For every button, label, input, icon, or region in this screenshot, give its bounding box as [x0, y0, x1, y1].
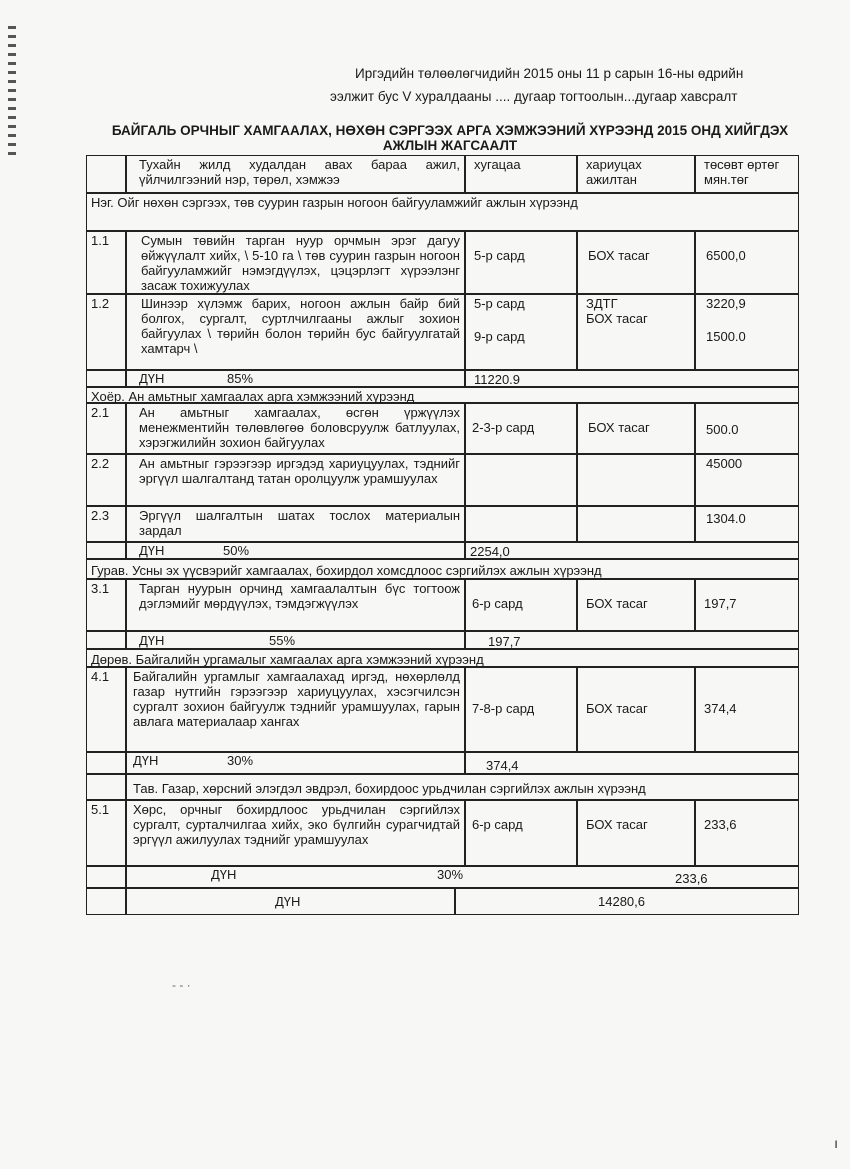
total-2-num-cell: [86, 542, 126, 559]
total-4-label-cell: [126, 752, 465, 774]
header-line-2: ээлжит бус V хуралдааны .... дугаар тогтоолын...дугаар хавсралт: [330, 89, 738, 104]
row-5-1-num: 5.1: [86, 800, 126, 866]
row-1-1-num: 1.1: [86, 231, 126, 294]
grand-total-sum: 14280,6: [455, 888, 799, 915]
row-1-2-num: 1.2: [86, 294, 126, 370]
row-4-1-budget: 374,4: [695, 667, 799, 752]
total-3-percent: 55%: [269, 633, 296, 648]
scan-edge-marks: [8, 20, 22, 210]
grand-total-label: ДҮН: [126, 888, 455, 915]
row-1-2-budget-1: 3220,9: [706, 296, 746, 311]
row-2-1-responsible: БОХ тасаг: [577, 403, 695, 454]
total-1-num-cell: [86, 370, 126, 387]
row-2-1-work: Ан амьтныг хамгаалах, өсгөн үржүүлэх менежментийн төлөвлөгөө боловсруулж батлуулах, хэрэгжилийн зохион байгуулах: [126, 403, 465, 454]
total-1-percent: 85%: [227, 371, 254, 386]
row-1-2-work: Шинээр хүлэмж барих, ногоон ажлын байр бий болгох, сургалт, суртлчилгааны ажлыг зохион байгуулах \ төрийн болон төрийн бус байгуулгатай хамтарч \: [126, 294, 465, 370]
row-1-2-responsible-2: БОХ тасаг: [586, 311, 648, 326]
total-3-label-cell: [126, 631, 465, 649]
row-2-3-term-cell: [465, 506, 577, 542]
total-1-label-cell: [126, 370, 465, 387]
row-5-1-budget: 233,6: [695, 800, 799, 866]
header-work: Тухайн жилд худалдан авах бараа ажил, үйлчилгээний нэр, төрөл, хэмжээ: [126, 155, 465, 193]
row-2-2-work: Ан амьтныг гэрээгээр иргэдэд хариуцуулах, тэднийг эргүүл шалгалтанд татан оролцуулж урамшуулах: [126, 454, 465, 506]
section-1-title: Нэг. Ойг нөхөн сэргээх, төв суурин газрын ногоон байгууламжийг ажлын хүрээнд: [86, 193, 799, 231]
total-3-num-cell: [86, 631, 126, 649]
total-2-label-cell: [126, 542, 465, 559]
scan-speck: ‐ ‐ ·: [172, 978, 191, 992]
header-responsible: хариуцах ажилтан: [577, 155, 695, 193]
row-4-1-num: 4.1: [86, 667, 126, 752]
row-5-1-work: Хөрс, орчныг бохирдлоос урьдчилан сэргийлэх сургалт, сурталчилгаа хийх, эко бүлгийн сурагчидтай эргүүл ажилуулах тэднийг урамшуулах: [126, 800, 465, 866]
row-2-1-budget: 500.0: [695, 403, 799, 454]
grand-total-num-cell: [86, 888, 126, 915]
row-1-2-responsible-1: ЗДТГ: [586, 296, 618, 311]
section-4-title: Дөрөв. Байгалийн ургамалыг хамгаалах арга хэмжээний хүрээнд: [86, 649, 799, 667]
row-3-1-term: 6-р сард: [465, 579, 577, 631]
section-2-title: Хоёр. Ан амьтныг хамгаалах арга хэмжээний хүрээнд: [86, 387, 799, 403]
total-4-sum: 374,4: [465, 752, 799, 774]
row-2-3-responsible-cell: [577, 506, 695, 542]
row-3-1-responsible: БОХ тасаг: [577, 579, 695, 631]
header-budget: төсөвт өртөг мян.төг: [695, 155, 799, 193]
scan-corner-mark: ı: [834, 1135, 838, 1151]
row-2-3-num: 2.3: [86, 506, 126, 542]
header-line-1: Иргэдийн төлөөлөгчидийн 2015 оны 11 р сарын 16-ны өдрийн: [355, 66, 744, 81]
total-2-label: ДҮН: [139, 543, 165, 558]
total-5-percent: 30%: [437, 867, 464, 882]
header-num-cell: [86, 155, 126, 193]
row-1-1-responsible: БОХ тасаг: [577, 231, 695, 294]
work-plan-table: [86, 155, 799, 915]
section-5-title: Тав. Газар, хөрсний элэгдэл эвдрэл, бохирдоос урьдчилан сэргийлэх ажлын хүрээнд: [126, 774, 799, 800]
row-1-1-term: 5-р сард: [465, 231, 577, 294]
total-3-label: ДҮН: [139, 633, 165, 648]
row-4-1-work: Байгалийн ургамлыг хамгаалахад иргэд, нөхөрлөлд газар нутгийн гэрээгээр хариуцуулах, хэсэгчилсэн сургалт зохион байгуулж тэднийг урамшуулах, гарын авлага материалаар хангах: [126, 667, 465, 752]
row-2-2-budget: 45000: [695, 454, 799, 506]
row-1-2-responsible-cell: [577, 294, 695, 370]
total-5-label: ДҮН: [211, 867, 237, 882]
row-1-2-budget-2: 1500.0: [706, 329, 746, 344]
total-2-percent: 50%: [223, 543, 250, 558]
row-2-2-num: 2.2: [86, 454, 126, 506]
row-4-1-term: 7-8-р сард: [465, 667, 577, 752]
row-3-1-num: 3.1: [86, 579, 126, 631]
total-3-sum: 197,7: [465, 631, 799, 649]
section-5-num-cell: [86, 774, 126, 800]
row-1-2-term-1: 5-р сард: [474, 296, 525, 311]
row-2-2-responsible-cell: [577, 454, 695, 506]
section-3-title: Гурав. Усны эх үүсвэрийг хамгаалах, бохирдол хомсдлоос сэргийлэх ажлын хүрээнд: [86, 559, 799, 579]
row-1-1-budget: 6500,0: [695, 231, 799, 294]
row-1-2-term-cell: [465, 294, 577, 370]
header-term: хугацаа: [465, 155, 577, 193]
total-4-percent: 30%: [227, 753, 254, 768]
total-5-num-cell: [86, 866, 126, 888]
row-2-3-budget: 1304.0: [695, 506, 799, 542]
total-1-sum: 11220.9: [465, 370, 799, 387]
total-1-label: ДҮН: [139, 371, 165, 386]
row-2-1-term: 2-3-р сард: [465, 403, 577, 454]
row-5-1-term: 6-р сард: [465, 800, 577, 866]
row-3-1-budget: 197,7: [695, 579, 799, 631]
row-1-2-term-2: 9-р сард: [474, 329, 525, 344]
total-4-num-cell: [86, 752, 126, 774]
row-2-1-num: 2.1: [86, 403, 126, 454]
row-1-2-budget-cell: [695, 294, 799, 370]
row-1-1-work: Сумын төвийн тарган нуур орчмын эрэг дагуу өйжүүлалт хийх, \ 5-10 га \ төв суурин газрын ногоон байгууламжийг нэмэгдүүлэх, цэцэрлэгт хүрээлэнг засаж тохижуулах: [126, 231, 465, 294]
total-5-sum: 233,6: [675, 871, 708, 886]
row-2-3-work: Эргүүл шалгалтын шатах тослох материалын зардал: [126, 506, 465, 542]
row-2-2-term-cell: [465, 454, 577, 506]
row-3-1-work: Тарган нуурын орчинд хамгаалалтын бүс тогтоож дэглэмийг мөрдүүлэх, тэмдэгжүүлэх: [126, 579, 465, 631]
row-5-1-responsible: БОХ тасаг: [577, 800, 695, 866]
total-5-row: [126, 866, 799, 888]
row-4-1-responsible: БОХ тасаг: [577, 667, 695, 752]
total-2-sum: 2254,0: [465, 542, 799, 559]
total-4-label: ДҮН: [133, 753, 159, 768]
document-title: БАЙГАЛЬ ОРЧНЫГ ХАМГААЛАХ, НӨХӨН СЭРГЭЭХ АРГА ХЭМЖЭЭНИЙ ХҮРЭЭНД 2015 ОНД ХИЙГДЭХ АЖЛЫН ЖАГСААЛТ: [111, 123, 789, 153]
